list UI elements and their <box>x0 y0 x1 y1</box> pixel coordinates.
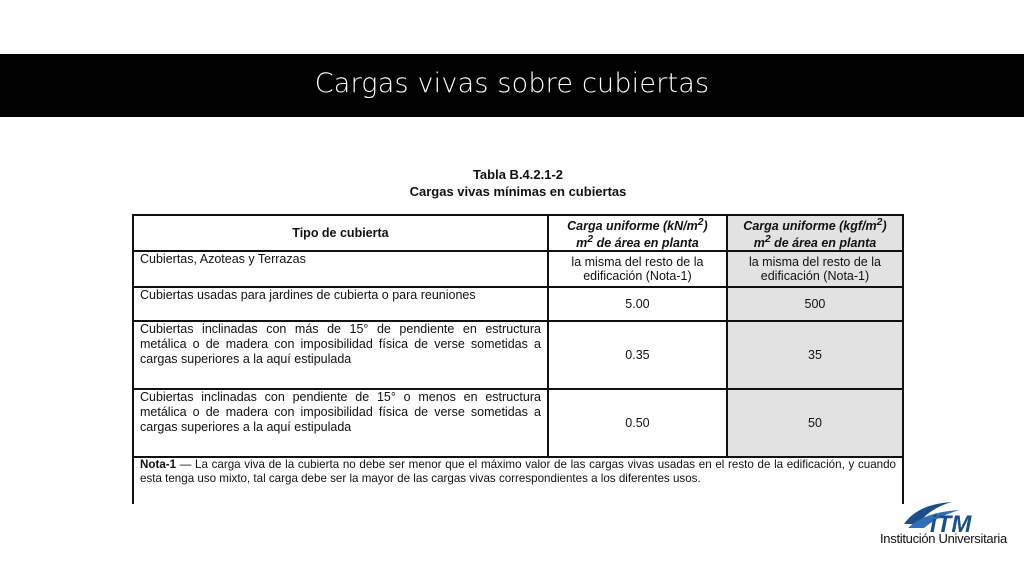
logo-mark: iTM <box>930 511 972 538</box>
header-kgf-line1: Carga uniforme (kgf/m <box>743 219 877 234</box>
slide-title: Cargas vivas sobre cubiertas <box>314 68 710 99</box>
row-kgf: 50 <box>727 389 903 457</box>
header-kgf-m: m <box>753 236 765 251</box>
row-kn: 0.35 <box>548 321 727 389</box>
table-caption: Cargas vivas mínimas en cubiertas <box>409 184 627 199</box>
institution-label: Institución Universitaria <box>880 531 1007 546</box>
row-kgf: 35 <box>727 321 903 389</box>
header-kn-close: ) <box>703 219 708 234</box>
row-type: Cubiertas usadas para jardines de cubierta o para reuniones <box>133 287 548 321</box>
note-text: — La carga viva de la cubierta no debe ser menor que el máximo valor de las cargas vivas usadas en el resto de la edificación, y cuando esta tenga uso mixto, tal carga debe ser la mayor de las cargas vivas correspondientes a los diferentes usos. <box>140 458 896 485</box>
title-bar <box>0 54 1024 117</box>
header-kn-line2: de área en planta <box>593 236 699 251</box>
row-type: Cubiertas inclinadas con pendiente de 15° o menos en estructura metálica o de madera con imposibilidad física de verse sometidas a cargas superiores a la aquí estipulada <box>133 389 548 457</box>
table-note <box>140 458 896 486</box>
header-carga-kn <box>548 215 727 251</box>
header-kgf-sup: 2 <box>876 217 883 228</box>
table-header-row <box>133 215 903 251</box>
table-row <box>133 287 903 321</box>
table-row <box>133 251 903 287</box>
loads-table <box>132 214 904 458</box>
header-carga-kgf <box>727 215 903 251</box>
header-kgf-close: ) <box>882 219 887 234</box>
note-label: Nota-1 <box>140 458 177 471</box>
row-type: Cubiertas, Azoteas y Terrazas <box>133 251 548 287</box>
row-type: Cubiertas inclinadas con más de 15° de pendiente en estructura metálica o de madera con imposibilidad física de verse sometidas a cargas superiores a la aquí estipulada <box>133 321 548 389</box>
header-kgf-line2: de área en planta <box>770 236 877 251</box>
header-kgf-m-sup: 2 <box>764 234 771 246</box>
table-row <box>133 389 903 457</box>
row-kgf: la misma del resto de la edificación (Nota-1) <box>727 251 903 287</box>
table-number: Tabla B.4.2.1-2 <box>472 167 564 182</box>
row-kn: la misma del resto de la edificación (Nota-1) <box>548 251 727 287</box>
row-kn: 5.00 <box>548 287 727 321</box>
row-kn: 0.50 <box>548 389 727 457</box>
header-kn-m-sup: 2 <box>587 234 594 246</box>
row-kgf: 500 <box>727 287 903 321</box>
header-kn-line1: Carga uniforme (kN/m <box>567 219 698 234</box>
header-kn-m: m <box>576 236 588 251</box>
header-tipo-cubierta: Tipo de cubierta <box>133 215 548 251</box>
table-row <box>133 321 903 389</box>
header-kn-sup: 2 <box>697 217 704 228</box>
